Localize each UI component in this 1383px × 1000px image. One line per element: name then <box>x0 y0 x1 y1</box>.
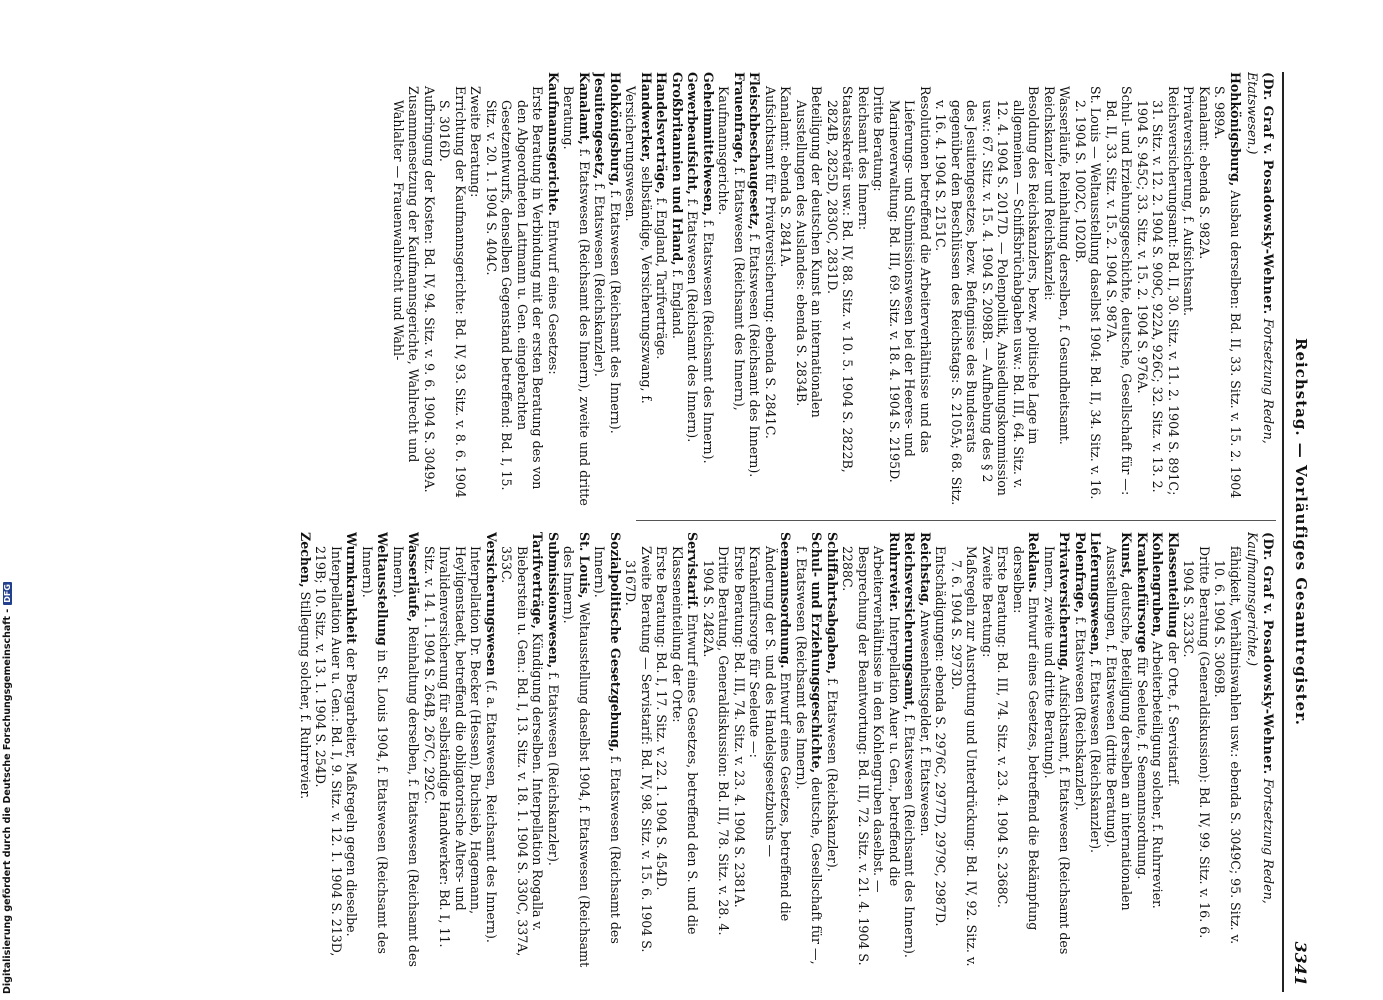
entry-keyword: Kunst, <box>1119 532 1135 579</box>
left-header-name: (Dr. Graf v. Posadowsky-Wehner. <box>1261 72 1276 315</box>
index-entry <box>1181 532 1212 968</box>
entry-text: Aufsichtsamt für Privatversicherung: ebenda S. 2841C. <box>763 86 778 439</box>
index-entry <box>623 72 654 508</box>
entry-text: Entwurf eines Gesetzes: <box>546 219 561 375</box>
entry-text: Kanalamt: ebenda S. 982A. <box>1197 86 1212 260</box>
entry-keyword: Ruhrrevier. <box>887 532 902 613</box>
index-entry <box>546 72 562 508</box>
entry-keyword: Hohkönigsburg, <box>1228 72 1243 187</box>
index-entry <box>1135 532 1151 968</box>
index-entry <box>654 72 670 508</box>
rotated-page <box>78 72 1310 992</box>
entry-text: Kündigung derselben. Interpellation Rogalla v. Bieberstein u. Gen.: Bd. I, 13. Sitz. v. 18. 1. 1904 S. 330C, 337A, 353C. <box>499 546 546 957</box>
right-header-continuation: Fortsetzung Reden, Kaufmannsgerichte.) <box>1245 532 1276 904</box>
entry-text: f. England, Tarifverträge. <box>654 197 670 360</box>
entry-text: deutsche, Beteiligung derselben an internationalen Ausstellungen, f. Etatswesen (dritte Beratung). <box>1104 546 1135 911</box>
entry-text: Zusammensetzung der Kaufmannsgerichte, Wahlrecht und Wahlalter — Frauenwahlrecht und Wahl- <box>391 86 422 463</box>
index-entry <box>732 532 748 968</box>
index-entry <box>360 532 391 968</box>
entry-text: Erste Beratung in Verbindung mit der ersten Beratung des von den Abgeordneten Lattmann u. Gen. eingebrachten Gesetzentwurfs, denselben Gegenstand betreffend: Bd. I, 15. Sitz. v. 20. 1. 1904 S. 404C. <box>484 86 546 491</box>
index-entry <box>592 532 623 968</box>
entry-text: Privatversicherung, f. Aufsichtsamt. <box>1181 86 1197 316</box>
digitization-footer <box>2 584 18 994</box>
index-entry <box>747 532 794 968</box>
entry-text: f. Etatswesen (Reichsamt des Innern). <box>685 198 701 443</box>
index-entry <box>763 72 779 508</box>
index-entry <box>1104 72 1135 508</box>
index-entry <box>484 72 546 508</box>
entry-keyword: Kohlengruben, <box>1150 532 1166 638</box>
index-entry <box>794 532 825 968</box>
entry-text: Maßregeln zur Ausrottung und Unterdrückung: Bd. IV, 92. Sitz. v. 7. 6. 1904 S. 2973D. <box>949 546 980 967</box>
entry-text: Dritte Beratung, Generaldiskussion: Bd. III, 78. Sitz. v. 28. 4. 1904 S. 2482A. <box>701 546 732 936</box>
index-entry <box>468 72 484 508</box>
entry-text: Resolutionen betreffend die Arbeiterverhältnisse und das Lieferungs- und Submissionswesen bei der Heeres- und Marineverwaltung: Bd. III, 69. Sitz. v. 18. 4. 1904 S. 2195D. <box>887 86 933 483</box>
index-entry <box>825 72 856 508</box>
index-entry <box>1057 72 1073 508</box>
entry-keyword: Wurmkrankheit <box>344 532 360 644</box>
index-entry <box>546 532 562 968</box>
entry-text: Weltausstellung daselbst 1904, f. Etatswesen (Reichsamt des Innern). <box>561 546 592 968</box>
entry-keyword: Versicherungswesen <box>484 532 499 676</box>
entry-text: Dritte Beratung (Generaldiskussion): Bd. IV, 99. Sitz. v. 16. 6. 1904 S. 3233C. <box>1181 546 1212 939</box>
index-entry <box>716 72 747 508</box>
entry-text: Staatssekretär usw.: Bd. IV, 88. Sitz. v. 10. 5. 1904 S. 2822B, 2824B, 2825D, 2830C, 2831D. <box>825 86 856 473</box>
page-number: 3341 <box>1291 941 1310 986</box>
running-head: Reichstag. — Vorläufiges Gesamtregister. <box>1292 338 1310 726</box>
index-entry <box>949 532 980 968</box>
index-entry <box>778 72 794 508</box>
entry-text: f. Etatswesen (Reichsamt des Innern). <box>701 220 716 464</box>
entry-keyword: Reklaus. <box>1026 532 1042 593</box>
entry-keyword: Schiffahrtsabgaben, <box>825 532 840 675</box>
entry-text: f. Etatswesen (Reichsamt des Innern), zweite und dritte Beratung. <box>561 86 592 506</box>
index-entry <box>1212 72 1243 508</box>
entry-text: Beteiligung der deutschen Kunst an internationalen Ausstellungen des Auslandes: ebenda S. 2834B. <box>794 86 825 418</box>
left-column <box>86 72 1276 508</box>
index-entry <box>747 72 763 508</box>
index-entry <box>1150 532 1166 968</box>
right-column-header <box>1245 532 1276 968</box>
index-entry <box>391 532 422 968</box>
right-entries <box>298 532 1244 968</box>
index-entry <box>840 532 902 968</box>
entry-text: Reichskanzler und Reichskanzlei: <box>1042 86 1057 301</box>
index-entry <box>391 72 422 508</box>
index-entry <box>1073 72 1104 508</box>
entry-keyword: Handelsverträge, <box>654 72 670 194</box>
index-entry <box>887 72 934 508</box>
index-entry <box>592 72 608 508</box>
entry-keyword: St. Louis, <box>577 532 592 599</box>
entry-text: Schul- und Erziehungsgeschichte, deutsche, Gesellschaft für —: Bd. II, 33. Sitz. v. 15. 2. 1904 S. 987A. <box>1104 86 1135 496</box>
entry-keyword: Seemannsordnung. <box>778 532 794 669</box>
entry-text: f. Etatswesen (Reichskanzler). <box>546 672 561 866</box>
entry-text: Stillegung solcher, f. Ruhrrevier. <box>298 591 313 800</box>
index-entry <box>1104 532 1135 968</box>
entry-keyword: Privatversicherung, <box>1057 532 1073 671</box>
entry-keyword: Schul- und Erziehungsgeschichte, <box>809 532 825 774</box>
entry-text: Entwurf eines Gesetzes, betreffend die Änderung der S. und des Handelsgesetzbuchs — Krankenfürsorge für Seeleute —: <box>747 546 794 922</box>
entry-text: Kanalamt: ebenda S. 2841A. <box>778 86 794 268</box>
entry-text: Zweite Beratung: <box>980 546 995 658</box>
index-entry <box>499 532 546 968</box>
index-entry <box>1042 72 1058 508</box>
entry-text: Wasserläufe, Reinhaltung derselben, f. Gesundheitsamt. <box>1057 86 1073 445</box>
index-entry <box>1011 532 1042 968</box>
entry-keyword: Reichstag, <box>918 532 933 607</box>
entry-keyword: Lieferungswesen, <box>1088 532 1104 656</box>
column-rule <box>636 520 1276 521</box>
entry-text: Erste Beratung: Bd. III, 74. Sitz. v. 23. 4. 1904 S. 2381A. <box>732 546 747 908</box>
index-entry <box>608 72 624 508</box>
dfg-logo: DFG <box>3 584 12 603</box>
index-entry <box>670 72 686 508</box>
entry-text: der Orte, f. Servistarif. <box>1166 641 1181 787</box>
entry-text: f. Etatswesen (Reichsamt des Innern). <box>747 233 763 478</box>
entry-text: Zweite Beratung: <box>468 86 484 198</box>
index-entry <box>1166 532 1182 968</box>
entry-keyword: Wasserläufe, <box>406 532 422 622</box>
index-entry <box>654 532 670 968</box>
index-entry <box>856 72 872 508</box>
index-entry <box>1181 72 1197 508</box>
entry-keyword: Servistarif. <box>685 532 701 610</box>
entry-keyword: Zechen, <box>298 532 313 588</box>
entry-keyword: Handwerker, <box>639 72 654 163</box>
entry-text: Zweite Beratung — Servistarif: Bd. IV, 98. Sitz. v. 15. 6. 1904 S. 3167D. <box>623 546 654 953</box>
entry-text: f. Etatswesen (Reichskanzler). <box>1073 616 1088 811</box>
entry-text: f. Etatswesen (Reichsamt des Innern). <box>902 714 918 958</box>
index-entry <box>670 532 701 968</box>
entry-keyword: Sozialpolitische Gesetzgebung, <box>608 532 623 753</box>
entry-keyword: Kanalamt, <box>577 72 592 145</box>
entry-keyword: Jesuitengesetz, <box>592 72 608 180</box>
entry-text: der Bergarbeiter, Maßregeln gegen dieselbe. Interpellation Auer u. Gen.: Bd. I, 9. Sitz. v. 12. 1. 1904 S. 213D, 219B; 10. Sitz. v. 13. 1. 1904 S. 254D. <box>313 546 360 957</box>
footer-text: Digitalisierung gefördert durch die Deutsche Forschungsgemeinschaft - <box>2 608 13 994</box>
index-entry <box>825 532 841 968</box>
index-entry <box>1212 532 1243 968</box>
entry-text: f. Etatswesen (Reichskanzler). <box>592 183 608 377</box>
entry-keyword: Tarifverträge, <box>530 532 546 629</box>
entry-text: in St. Louis 1904, f. Etatswesen (Reichsamt des Innern). <box>360 546 391 954</box>
index-entry <box>902 532 918 968</box>
entry-keyword: Weltausstellung <box>375 532 391 646</box>
left-entries <box>391 72 1244 508</box>
index-entry <box>1073 532 1089 968</box>
entry-text: f. Etatswesen (Reichskanzler). <box>1088 659 1104 854</box>
entry-text: (f. a. Etatswesen, Reichsamt des Innern). Interpellation Dr. Becker (Hessen), Buchsieb, Hagemann, Heyligenstaedt, betreffend die obligatorische Alters- und Invalidenversicherung für selbständige Handwerker: Bd. I, 11. Sitz. v. 14. 1. 1904 S. 264B, 267C, 292C. <box>422 546 499 948</box>
header-rule <box>1282 72 1284 992</box>
index-entry <box>933 72 1042 508</box>
entry-keyword: Krankenfürsorge <box>1135 532 1150 653</box>
index-entry <box>298 532 314 968</box>
entry-keyword: Submissionswesen, <box>546 532 561 669</box>
entry-text: Dritte Beratung: <box>871 86 887 192</box>
entry-text: St. Louis — Weltausstellung daselbst 1904: Bd. II, 34. Sitz. v. 16. 2. 1904 S. 1002C, 1020B. <box>1073 86 1104 500</box>
entry-keyword: Hohkönigsburg, <box>608 72 623 187</box>
entry-text: Ausbau derselben: Bd. II, 33. Sitz. v. 15. 2. 1904 S. 989A. <box>1212 86 1243 499</box>
left-column-header <box>1245 72 1276 508</box>
index-entry <box>313 532 360 968</box>
index-entry <box>561 72 592 508</box>
entry-keyword: Reichsversicherungsamt, <box>902 532 918 711</box>
index-entry <box>1088 532 1104 968</box>
entry-text: selbständige, Versicherungszwang, f. Versicherungswesen. <box>623 86 654 404</box>
entry-text: f. Etatswesen (Reichsamt des Innern). <box>608 190 623 434</box>
index-entry <box>701 72 717 508</box>
entry-keyword: Großbritannien und Irland, <box>670 72 685 266</box>
entry-text: f. England. <box>670 269 685 339</box>
index-entry <box>1135 72 1182 508</box>
index-entry <box>794 72 825 508</box>
index-entry <box>422 532 500 968</box>
entry-keyword: Gewerbeaufsicht, <box>685 72 701 195</box>
index-entry <box>995 532 1011 968</box>
entry-keyword: Geheimmittelwesen, <box>701 72 716 217</box>
entry-text: Entschädigungen: ebenda S. 2976C, 2977D, 2979C, 2987D. <box>933 546 949 927</box>
entry-text: Erste Beratung: Bd. I, 17. Sitz. v. 22. 1. 1904 S. 454D. <box>654 546 670 891</box>
index-entry <box>1197 72 1213 508</box>
entry-text: Entwurf eines Gesetzes, betreffend den S. und die Klasseneinteilung der Orte: <box>670 546 701 935</box>
entry-text: Arbeiterbeteiligung solcher, f. Ruhrrevier. <box>1150 641 1166 909</box>
index-entry <box>980 532 996 968</box>
entry-text: Anwesenheitsgelder, f. Etatswesen. <box>918 610 933 837</box>
right-column <box>86 532 1276 968</box>
index-entry <box>685 72 701 508</box>
entry-text: Aufsichtsamt, f. Etatswesen (Reichsamt des Innern, zweite und dritte Beratung). <box>1042 546 1073 955</box>
entry-keyword: Klassenteilung <box>1166 532 1181 638</box>
entry-text: Besoldung des Reichskanzlers, bezw. politische Lage im allgemeinen — Schiffsbrüchabgaben usw.: Bd. III, 64. Sitz. v. 12. 4. 1904 S. 2017D. — Polenpolitik, Ansiedlungskommission usw.: 67. Sitz. v. 15. 4. 1904 S. 2098B. — Aufhebung des § 2 des Jesuitengesetzes, bezw. Befugnisse des Bundesrats gegenüber den Beschlüssen des Reichstags: S. 2105A; 68. Sitz. v. 16. 4. 1904 S. 2151C. <box>933 86 1042 506</box>
entry-text: Interpellation Auer u. Gen., betreffend die Arbeiterverhältnisse in den Kohlengruben daselbst. — Besprechung der Beantwortung: Bd. III, 72. Sitz. v. 21. 4. 1904 S. 2288C. <box>840 546 902 966</box>
entry-text: fähigkeit, Verhältniswahlen usw.: ebenda S. 3049C; 95. Sitz. v. 10. 6. 1904 S. 3069B. <box>1212 546 1243 945</box>
entry-text: Reichsversicherungsamt: Bd. II, 30. Sitz. v. 11. 2. 1904 S. 891C; 31. Sitz. v. 12. 2. 1904 S. 909C, 922A, 926C; 32. Sitz. v. 13. 2. 1904 S. 945C; 33. Sitz. v. 15. 2. 1904 S. 976A. <box>1135 86 1181 496</box>
entry-text: Reinhaltung derselben, f. Etatswesen (Reichsamt des Innern). <box>391 546 422 967</box>
entry-text: deutsche, Gesellschaft für —, f. Etatswesen (Reichsamt des Innern). <box>794 546 825 965</box>
entry-text: Entwurf eines Gesetzes, betreffend die Bekämpfung derselben: <box>1011 546 1042 931</box>
entry-text: Reichsamt des Innern: <box>856 86 871 231</box>
index-entry <box>422 72 438 508</box>
index-entry <box>1042 532 1073 968</box>
index-entry <box>918 532 934 968</box>
entry-keyword: Kaufmannsgerichte. <box>546 72 561 216</box>
entry-text: Aufbringung der Kosten: Bd. IV, 94. Sitz. v. 9. 6. 1904 S. 3049A. <box>422 86 437 493</box>
index-entry <box>623 532 654 968</box>
entry-keyword: Frauenfrage, <box>732 72 747 164</box>
left-header-continuation: Fortsetzung Reden, Etatswesen.) <box>1245 72 1276 444</box>
entry-text: für Seeleute, f. Seemannsordnung. <box>1135 656 1150 880</box>
entry-text: f. Etatswesen (Reichsamt des Innern). <box>592 546 623 944</box>
index-entry <box>561 532 592 968</box>
index-entry <box>701 532 732 968</box>
right-header-name: (Dr. Graf v. Posadowsky-Wehner. <box>1261 532 1276 775</box>
entry-text: Erste Beratung: Bd. III, 74. Sitz. v. 23. 4. 1904 S. 2368C. <box>995 546 1011 908</box>
entry-keyword: Fleischbeschaugesetz, <box>747 72 763 230</box>
index-entry <box>933 532 949 968</box>
index-entry <box>871 72 887 508</box>
entry-text: f. Etatswesen (Reichsamt des Innern), Kaufmannsgerichte. <box>716 86 747 411</box>
index-entry <box>437 72 468 508</box>
entry-text: f. Etatswesen (Reichskanzler). <box>825 678 840 872</box>
entry-keyword: Polenfrage, <box>1073 532 1088 613</box>
entry-text: Errichtung der Kaufmannsgerichte: Bd. IV, 93. Sitz. v. 8. 6. 1904 S. 3016D. <box>437 86 468 498</box>
